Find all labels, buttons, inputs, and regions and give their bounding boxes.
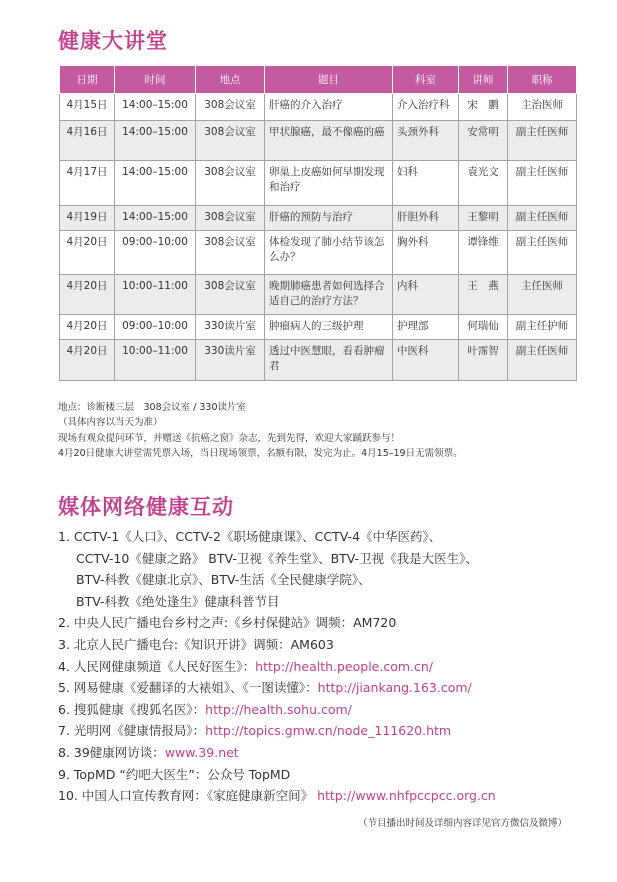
media-item-text: 3. 北京人民广播电台:《知识开讲》调频：AM603: [58, 636, 334, 652]
cell-date: 4月20日: [60, 315, 115, 340]
cell-department: 介入治疗科: [393, 94, 459, 121]
cell-department: 中医科: [393, 340, 459, 381]
list-item: [58, 742, 578, 764]
media-item-text: 9. TopMD “约吧大医生”：公众号 TopMD: [58, 766, 291, 782]
header-department: 科室: [393, 66, 459, 94]
cell-title: 主治医师: [508, 94, 577, 121]
table-row: [60, 231, 577, 275]
media-link[interactable]: http://topics.gmw.cn/node_111620.htm: [205, 723, 452, 739]
cell-topic: 卵巢上皮癌如何早期发现和治疗: [265, 161, 393, 206]
header-location: 地点: [196, 66, 265, 94]
cell-location: 308会议室: [196, 275, 265, 315]
header-date: 日期: [60, 66, 115, 94]
note-disclaimer: （具体内容以当天为准）: [58, 417, 163, 429]
media-item-continuation: CCTV-10《健康之路》 BTV-卫视《养生堂》、BTV-卫视《我是大医生》、: [76, 550, 478, 566]
media-link[interactable]: http://health.sohu.com/: [205, 701, 352, 717]
cell-date: 4月20日: [60, 275, 115, 315]
cell-title: 主任医师: [508, 275, 577, 315]
table-row: [60, 206, 577, 231]
cell-location: 308会议室: [196, 161, 265, 206]
cell-title: 副主任医师: [508, 231, 577, 275]
cell-topic: 肝癌的介入治疗: [265, 94, 393, 121]
cell-time: 10:00–11:00: [115, 340, 196, 381]
list-item: [58, 764, 578, 786]
cell-title: 副主任医师: [508, 206, 577, 231]
table-header-row: [60, 66, 577, 94]
cell-title: 副主任医师: [508, 161, 577, 206]
header-lecturer: 讲师: [459, 66, 508, 94]
cell-title: 副主任医师: [508, 340, 577, 381]
media-link[interactable]: http://health.people.com.cn/: [255, 658, 434, 674]
list-item: [58, 699, 578, 721]
cell-time: 09:00–10:00: [115, 315, 196, 340]
cell-department: 胸外科: [393, 231, 459, 275]
cell-topic: 体检发现了肺小结节该怎么办？: [265, 231, 393, 275]
note-location: 地点：诊断楼三层 308会议室 / 330读片室: [58, 402, 247, 413]
cell-lecturer: 安常明: [459, 121, 508, 161]
lecture-notes: [58, 400, 463, 461]
cell-lecturer: 王黎明: [459, 206, 508, 231]
table-row: [60, 94, 577, 121]
cell-time: 14:00–15:00: [115, 94, 196, 121]
cell-location: 308会议室: [196, 206, 265, 231]
media-item-continuation: BTV-科教《绝处逢生》健康科普节目: [76, 593, 280, 609]
list-item: [58, 677, 578, 699]
list-item: [58, 656, 578, 678]
cell-department: 护理部: [393, 315, 459, 340]
cell-topic: 肿瘤病人的三级护理: [265, 315, 393, 340]
cell-department: 头颈外科: [393, 121, 459, 161]
note-giveaway: 现场有观众提问环节，并赠送《抗癌之窗》杂志，先到先得，欢迎大家踊跃参与！: [58, 432, 401, 444]
media-item-text: 2. 中央人民广播电台乡村之声:《乡村保健站》调频：AM720: [58, 615, 397, 631]
cell-date: 4月19日: [60, 206, 115, 231]
table-row: [60, 315, 577, 340]
media-link[interactable]: http://www.nhfpccpcc.org.cn: [317, 788, 496, 804]
cell-date: 4月17日: [60, 161, 115, 206]
header-topic: 题目: [265, 66, 393, 94]
table-row: [60, 275, 577, 315]
media-item-text: 6. 搜狐健康《搜狐名医》：: [58, 701, 206, 717]
media-item-continuation: BTV-科教《健康北京》、BTV-生活《全民健康学院》、: [76, 572, 371, 588]
cell-location: 308会议室: [196, 94, 265, 121]
media-list: [58, 526, 578, 807]
media-item-text: 5. 网易健康《爱翻译的大裱姐》、《一图读懂》：: [58, 680, 318, 696]
list-item: [58, 720, 578, 742]
cell-lecturer: 袁光文: [459, 161, 508, 206]
cell-lecturer: 王 燕: [459, 275, 508, 315]
header-time: 时间: [115, 66, 196, 94]
cell-department: 内科: [393, 275, 459, 315]
cell-date: 4月20日: [60, 231, 115, 275]
cell-time: 14:00–15:00: [115, 121, 196, 161]
cell-location: 308会议室: [196, 231, 265, 275]
table-row: [60, 121, 577, 161]
cell-time: 10:00–11:00: [115, 275, 196, 315]
cell-date: 4月15日: [60, 94, 115, 121]
cell-date: 4月20日: [60, 340, 115, 381]
media-item-text: 8. 39健康网访谈：: [58, 744, 165, 760]
cell-topic: 甲状腺癌，最不像癌的癌: [265, 121, 393, 161]
cell-time: 14:00–15:00: [115, 161, 196, 206]
note-ticket: 4月20日健康大讲堂需凭票入场，当日现场领票，名额有限，发完为止。4月15–19日无需领票。: [58, 447, 463, 459]
cell-location: 308会议室: [196, 121, 265, 161]
media-link[interactable]: http://jiankang.163.com/: [317, 680, 472, 696]
cell-title: 副主任医师: [508, 121, 577, 161]
media-item-text: 7. 光明网《健康情报局》：: [58, 723, 206, 739]
section-title-health-lectures: 健康大讲堂: [58, 29, 168, 53]
media-link[interactable]: www.39.net: [164, 744, 239, 760]
lecture-schedule-table: [59, 65, 577, 381]
media-item-text: 1. CCTV-1《人口》、CCTV-2《职场健康课》、CCTV-4《中华医药》、: [58, 529, 442, 544]
cell-department: 妇科: [393, 161, 459, 206]
media-item-text: 4. 人民网健康频道《人民好医生》：: [58, 658, 256, 674]
cell-lecturer: 谭锋维: [459, 231, 508, 275]
cell-lecturer: 叶霈智: [459, 340, 508, 381]
section-title-media: 媒体网络健康互动: [58, 495, 234, 519]
table-row: [60, 340, 577, 381]
media-item-text: 10. 中国人口宣传教育网：《家庭健康新空间》: [58, 788, 318, 804]
table-row: [60, 161, 577, 206]
cell-topic: 肝癌的预防与治疗: [265, 206, 393, 231]
cell-time: 14:00–15:00: [115, 206, 196, 231]
footnote: （节目播出时间及详细内容详见官方微信及微博）: [357, 818, 567, 829]
list-item: [58, 785, 578, 807]
cell-topic: 晚期肺癌患者如何选择合适自己的治疗方法？: [265, 275, 393, 315]
cell-lecturer: 宋 鹏: [459, 94, 508, 121]
cell-location: 330读片室: [196, 340, 265, 381]
list-item: [58, 526, 578, 612]
list-item: [58, 634, 578, 656]
header-title: 职称: [508, 66, 577, 94]
cell-department: 肝胆外科: [393, 206, 459, 231]
cell-date: 4月16日: [60, 121, 115, 161]
cell-topic: 透过中医慧眼，看看肿瘤君: [265, 340, 393, 381]
list-item: [58, 612, 578, 634]
cell-time: 09:00–10:00: [115, 231, 196, 275]
cell-lecturer: 何瑞仙: [459, 315, 508, 340]
cell-title: 副主任护师: [508, 315, 577, 340]
cell-location: 330读片室: [196, 315, 265, 340]
